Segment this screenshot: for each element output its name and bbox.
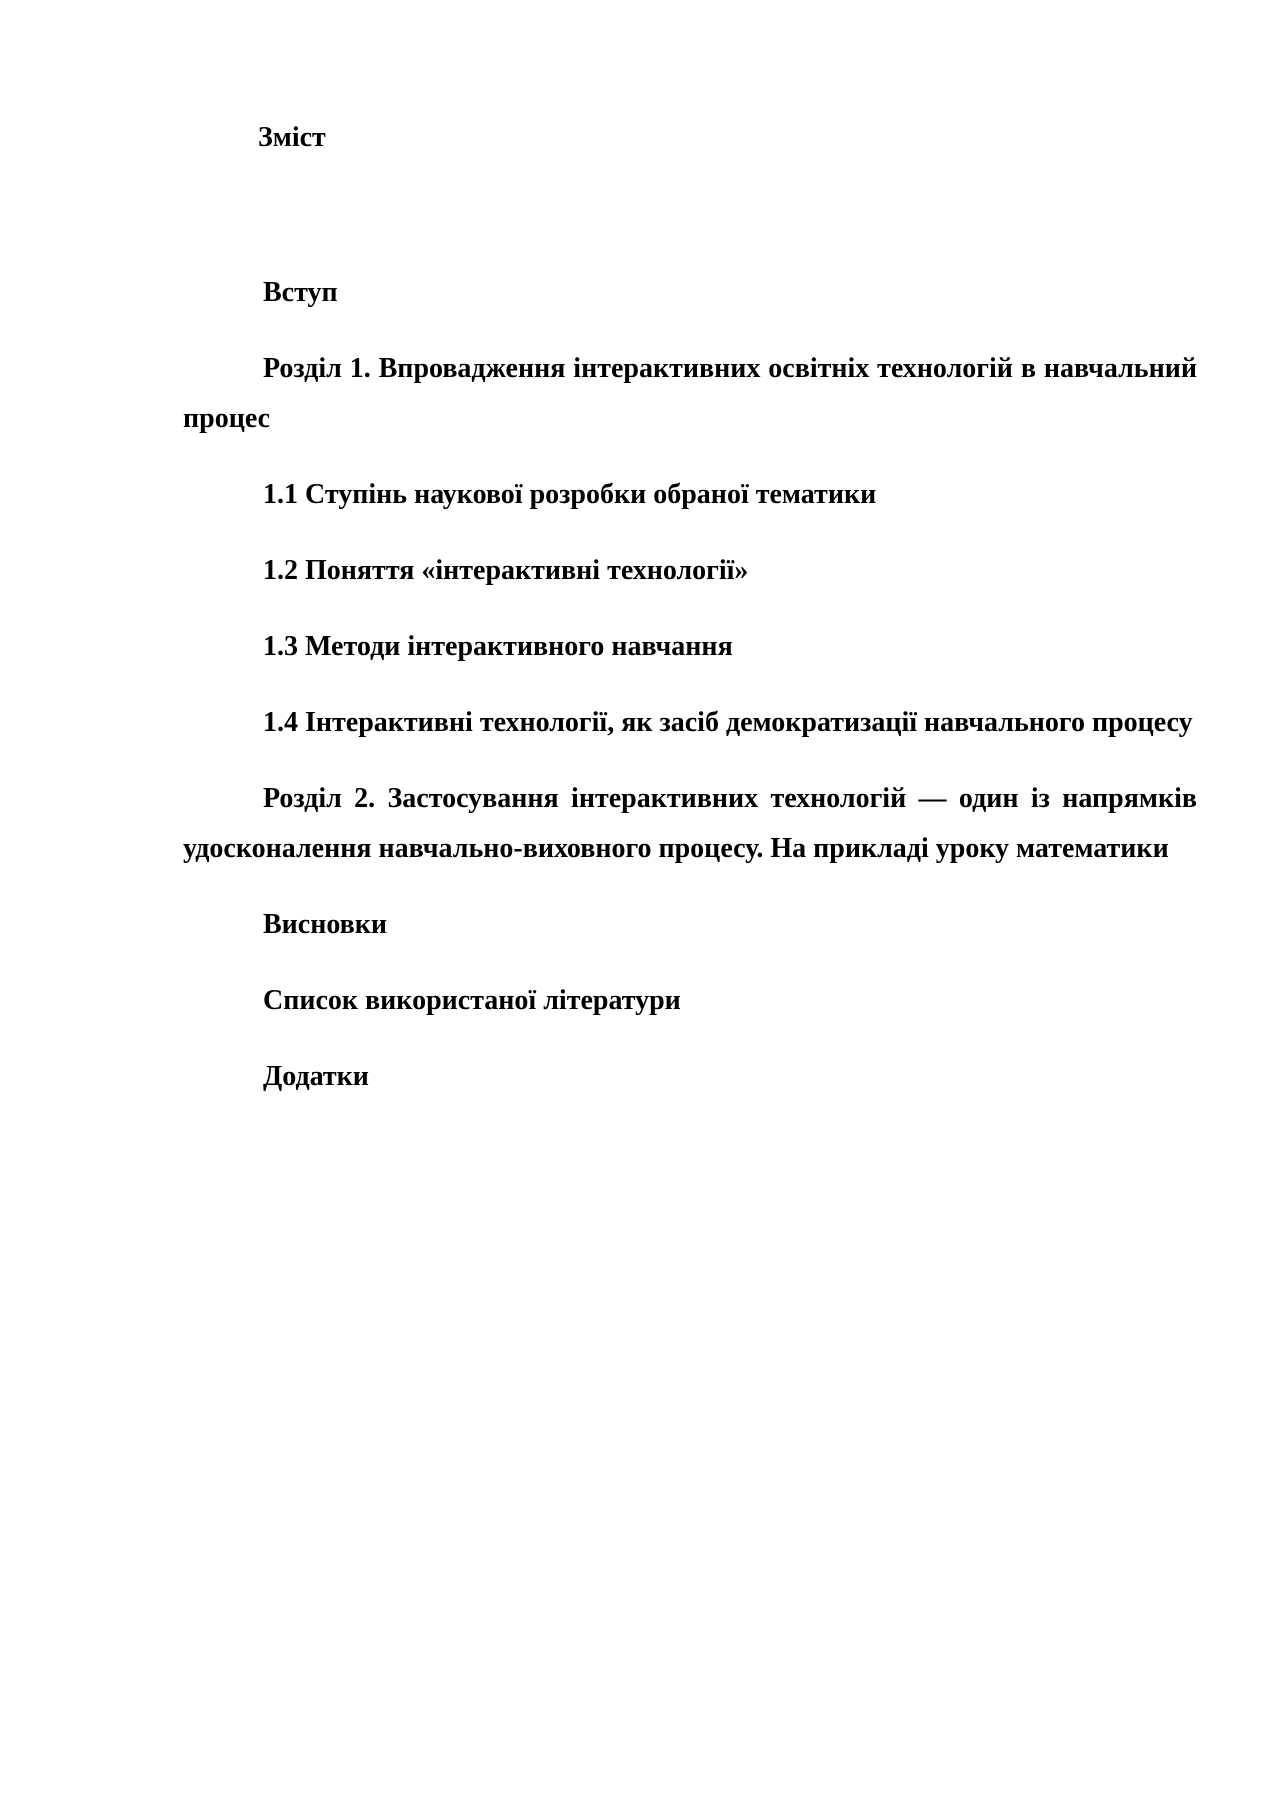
- page-title: Зміст: [258, 122, 326, 153]
- toc-entry-conclusions: Висновки: [263, 909, 388, 940]
- toc-entry-section-1-2: 1.2 Поняття «інтерактивні технології»: [263, 555, 749, 586]
- toc-entry-section-1-3: 1.3 Методи інтерактивного навчання: [263, 631, 733, 662]
- toc-entry-introduction: Вступ: [263, 277, 338, 308]
- toc-entry-appendices: Додатки: [263, 1061, 369, 1092]
- toc-entry-section-1-4: 1.4 Інтерактивні технології, як засіб демократизації навчального процесу: [263, 707, 1193, 738]
- toc-entry-chapter-1: Розділ 1. Впровадження інтерактивних освітніх технологій в навчальний процес: [183, 353, 1197, 434]
- toc-entry-section-1-1: 1.1 Ступінь наукової розробки обраної тематики: [263, 479, 877, 510]
- table-of-contents: [183, 268, 1197, 1128]
- toc-entry-references: Список використаної літератури: [263, 985, 681, 1016]
- toc-entry-chapter-2: Розділ 2. Застосування інтерактивних технологій — один із напрямків удосконалення навчально-виховного процесу. На прикладі уроку математики: [183, 783, 1197, 864]
